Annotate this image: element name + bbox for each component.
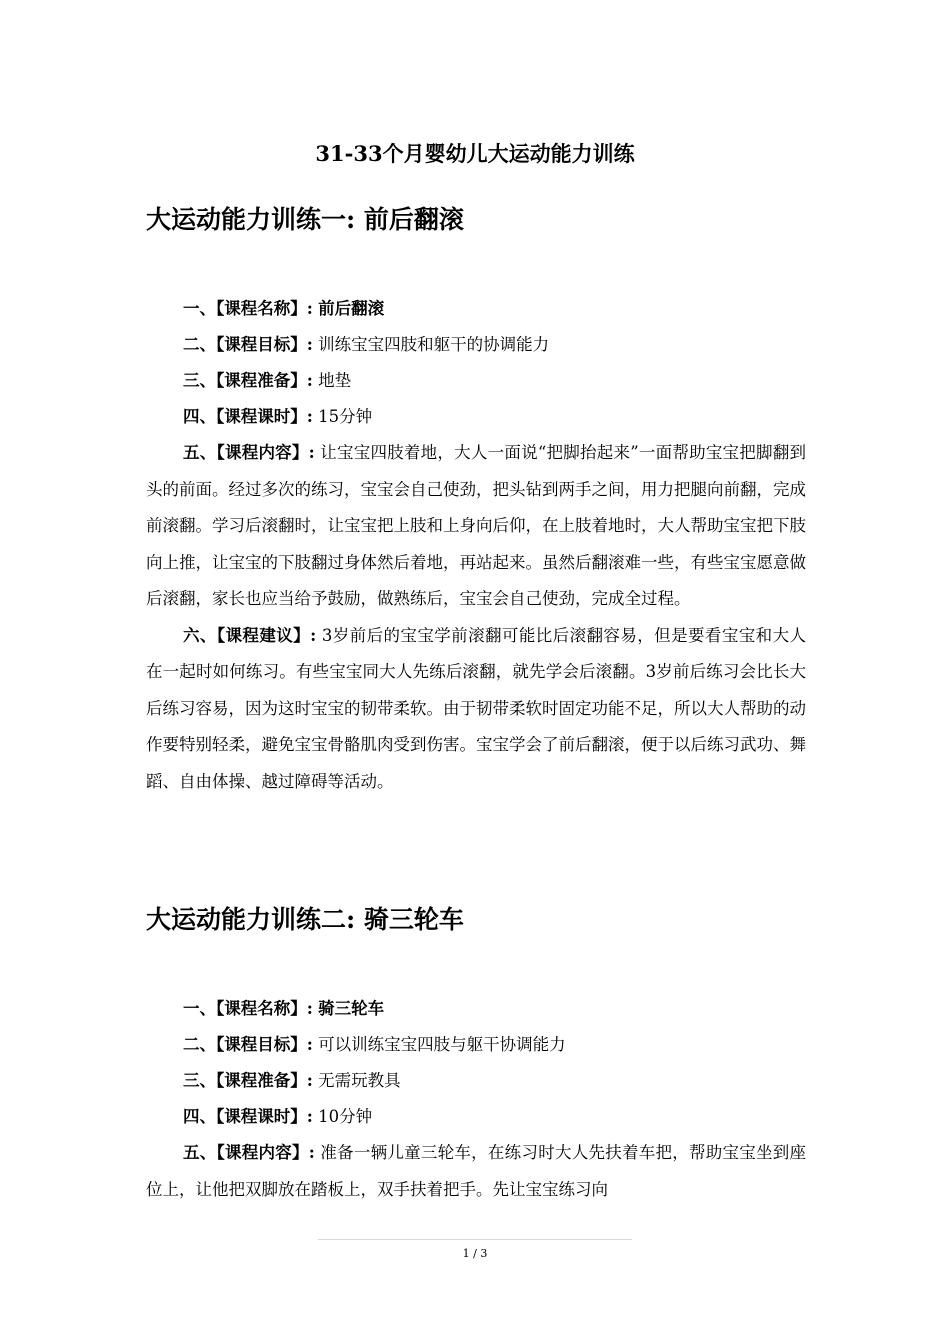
item-value: 地垫: [318, 371, 352, 390]
course-prep-item: [146, 1063, 806, 1099]
item-value: 可以训练宝宝四肢与躯干协调能力: [318, 1035, 566, 1054]
item-key: 【课程内容】:: [216, 1143, 315, 1162]
item-number: 五、: [183, 1143, 217, 1162]
item-value: 训练宝宝四肢和躯干的协调能力: [318, 335, 550, 354]
item-value: 10分钟: [318, 1107, 373, 1126]
item-value: 让宝宝四肢着地，大人一面说“把脚抬起来”一面帮助宝宝把脚翻到头的前面。经过多次的练习，宝宝会自己使劲，把头钻到两手之间，用力把腿向前翻，完成前滚翻。学习后滚翻时，让宝宝把上肢和上身向后仰，在上肢着地时，大人帮助宝宝把下肢向上推，让宝宝的下肢翻过身体然后着地，再站起来。虽然后翻滚难一些，有些宝宝愿意做后滚翻，家长也应当给予鼓励，做熟练后，宝宝会自己使劲，完成全过程。: [146, 443, 807, 608]
course-info-list: [146, 991, 806, 1135]
item-key: 【课程准备】:: [216, 1071, 313, 1090]
item-key: 【课程内容】:: [216, 443, 315, 462]
item-number: 一、: [183, 999, 216, 1018]
item-number: 六、: [183, 625, 217, 645]
page-number: 1 / 3: [462, 1247, 488, 1260]
section-heading: 大运动能力训练一: 前后翻滚: [146, 205, 464, 234]
item-number: 二、: [183, 335, 216, 354]
section-heading: 大运动能力训练二: 骑三轮车: [146, 905, 464, 934]
item-key: 【课程课时】:: [216, 1107, 313, 1126]
item-number: 二、: [183, 1035, 216, 1054]
item-value: 准备一辆儿童三轮车，在练习时大人先扶着车把，帮助宝宝坐到座位上，让他把双脚放在踏板上，双手扶着把手。先让宝宝练习向: [146, 1143, 807, 1199]
section-rolling: [146, 203, 806, 800]
section-tricycle: [146, 903, 806, 1208]
course-goal-item: [146, 327, 806, 363]
item-value: 15分钟: [318, 407, 373, 426]
item-number: 三、: [183, 1071, 216, 1090]
course-name-item: [146, 291, 806, 327]
course-content-paragraph: [146, 1135, 806, 1208]
item-value: 3岁前后的宝宝学前滚翻可能比后滚翻容易，但是要看宝宝和大人在一起时如何练习。有些宝宝同大人先练后滚翻，就先学会后滚翻。3岁前后练习会比长大后练习容易，因为这时宝宝的韧带柔软。由于韧带柔软时固定功能不足，所以大人帮助的动作要特别轻柔，避免宝宝骨骼肌肉受到伤害。宝宝学会了前后翻滚，便于以后练习武功、舞蹈、自由体操、越过障碍等活动。: [146, 625, 807, 791]
item-number: 五、: [183, 443, 217, 462]
course-name-item: [146, 991, 806, 1027]
course-duration-item: [146, 1099, 806, 1135]
course-prep-item: [146, 363, 806, 399]
item-number: 四、: [183, 1107, 216, 1126]
course-advice-paragraph: [146, 618, 806, 801]
item-key: 【课程准备】:: [216, 371, 313, 390]
item-key: 【课程建议】:: [216, 625, 317, 645]
item-number: 三、: [183, 371, 216, 390]
item-number: 四、: [183, 407, 216, 426]
course-info-list: [146, 291, 806, 435]
item-value: 无需玩教具: [318, 1071, 401, 1090]
course-duration-item: [146, 399, 806, 435]
footer-divider: [318, 1239, 632, 1240]
item-key: 【课程课时】:: [216, 407, 313, 426]
item-value: 骑三轮车: [318, 999, 385, 1018]
course-content-paragraph: [146, 435, 806, 618]
course-goal-item: [146, 1027, 806, 1063]
item-key: 【课程名称】:: [216, 299, 313, 318]
item-key: 【课程名称】:: [216, 999, 313, 1018]
item-number: 一、: [183, 299, 216, 318]
item-key: 【课程目标】:: [216, 335, 313, 354]
document-title: 31-33个月婴幼儿大运动能力训练: [315, 141, 635, 166]
item-value: 前后翻滚: [318, 299, 385, 318]
item-key: 【课程目标】:: [216, 1035, 313, 1054]
